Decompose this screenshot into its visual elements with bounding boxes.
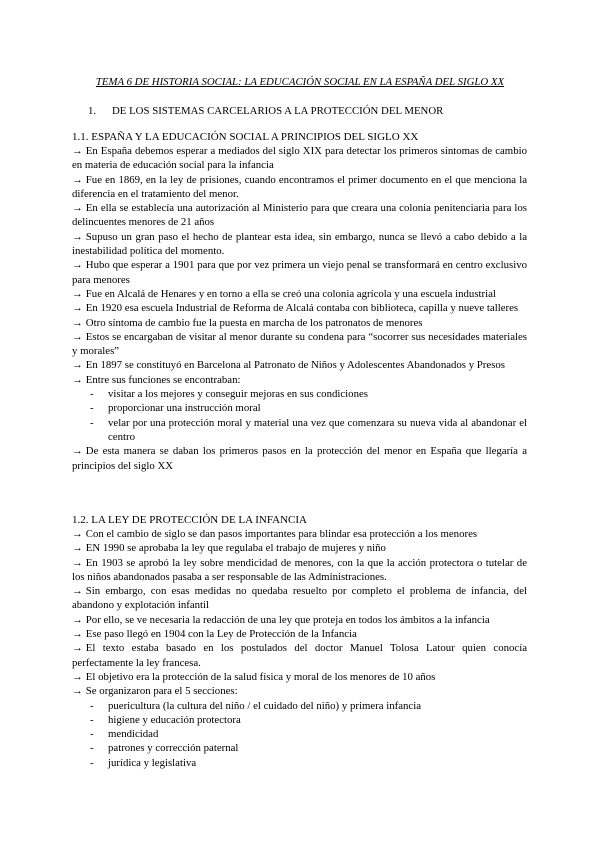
paragraph — [72, 173, 527, 202]
arrow-icon: → — [72, 556, 83, 569]
paragraph-text: Se organizaron para el 5 secciones: — [85, 685, 238, 698]
paragraph-text: Hubo que esperar a 1901 para que por vez primera un viejo penal se transformará en centro exclusivo para menores — [72, 259, 527, 286]
dash-bullet: - — [90, 756, 94, 769]
section-1-2 — [72, 514, 527, 770]
paragraph — [72, 330, 527, 359]
paragraph-text: Por ello, se ve necesaria la redacción de una ley que proteja en todos los ámbitos a la infancia — [85, 613, 490, 626]
paragraph-text: En 1897 se constituyó en Barcelona al Patronato de Niños y Adolescentes Abandonados y Presos — [85, 359, 505, 372]
paragraph-text: Otro síntoma de cambio fue la puesta en marcha de los patronatos de menores — [85, 316, 423, 329]
list-item — [72, 387, 527, 401]
arrow-icon: → — [72, 542, 83, 555]
paragraph — [72, 230, 527, 259]
arrow-icon: → — [72, 173, 83, 186]
arrow-icon: → — [72, 642, 83, 655]
paragraph-text: Fue en Alcalá de Henares y en torno a ella se creó una colonia agrícola y una escuela industrial — [85, 287, 496, 300]
list-item-text: higiene y educación protectora — [108, 713, 241, 726]
list-item-text: proporcionar una instrucción moral — [108, 402, 261, 415]
list-item — [72, 727, 527, 741]
list-item-text: velar por una protección moral y material una vez que comenzara su nueva vida al abandonar el centro — [108, 416, 527, 443]
list-item — [72, 741, 527, 755]
paragraph — [72, 444, 527, 473]
section-heading: 1.2. LA LEY DE PROTECCIÓN DE LA INFANCIA — [72, 514, 307, 526]
arrow-icon: → — [72, 528, 83, 540]
paragraph — [72, 627, 527, 641]
arrow-icon: → — [72, 585, 83, 598]
paragraph — [72, 316, 527, 330]
paragraph-text: En 1903 se aprobó la ley sobre mendicidad de menores, con la que la acción protectora o tutelar de los niños abandonados pasaba a ser responsable de las Administraciones. — [72, 556, 527, 583]
heading-1-number: 1. — [88, 105, 97, 117]
paragraph-text: Supuso un gran paso el hecho de plantear esta idea, sin embargo, nunca se llevó a cabo debido a la inestabilidad política del momento. — [72, 230, 527, 258]
paragraph — [72, 287, 527, 301]
paragraph — [72, 301, 527, 315]
paragraph-text: Sin embargo, con esas medidas no quedaba resuelto por completo el problema de infancia, del abandono y explotación infantil — [72, 585, 527, 612]
paragraph-text: Fue en 1869, en la ley de prisiones, cuando encontramos el primer documento en el que menciona la diferencia en el tratamiento del menor. — [72, 173, 527, 200]
paragraph — [72, 201, 527, 230]
dash-bullet: - — [90, 713, 94, 726]
heading-1 — [88, 104, 443, 118]
arrow-icon: → — [72, 230, 83, 243]
arrow-icon: → — [72, 145, 83, 157]
paragraph — [72, 641, 527, 670]
dash-bullet: - — [90, 402, 94, 415]
list-item — [72, 416, 527, 445]
heading-1-text: DE LOS SISTEMAS CARCELARIOS A LA PROTECCIÓN DEL MENOR — [112, 105, 444, 117]
section-heading: 1.1. ESPAÑA Y LA EDUCACIÓN SOCIAL A PRINCIPIOS DEL SIGLO XX — [72, 131, 419, 143]
list-item — [72, 401, 527, 415]
arrow-icon: → — [72, 359, 83, 372]
list-item — [72, 699, 527, 713]
dash-bullet: - — [90, 416, 94, 429]
dash-bullet: - — [90, 388, 94, 401]
paragraph-text: El objetivo era la protección de la salud física y moral de los menores de 10 años — [85, 670, 436, 683]
paragraph-text: Entre sus funciones se encontraban: — [85, 373, 241, 386]
paragraph — [72, 556, 527, 585]
bullet-list — [72, 387, 527, 444]
arrow-icon: → — [72, 316, 83, 329]
arrow-icon: → — [72, 287, 83, 300]
paragraph-text: EN 1990 se aprobaba la ley que regulaba el trabajo de mujeres y niño — [85, 542, 386, 555]
paragraph-text: De esta manera se daban los primeros pasos en la protección del menor en España que llegaría a principios del siglo XX — [72, 445, 527, 472]
dash-bullet: - — [90, 728, 94, 741]
arrow-icon: → — [72, 202, 83, 215]
list-item-text: jurídica y legislativa — [108, 756, 197, 769]
arrow-icon: → — [72, 628, 83, 641]
paragraph — [72, 144, 527, 173]
paragraph — [72, 358, 527, 372]
bullet-list — [72, 699, 527, 770]
paragraph-text: En ella se establecía una autorización al Ministerio para que creara una colonia penitenciaria para los delincuentes menores de 21 años — [72, 202, 527, 229]
list-item-text: mendicidad — [108, 728, 159, 741]
paragraph — [72, 613, 527, 627]
arrow-icon: → — [72, 259, 83, 272]
arrow-icon: → — [72, 373, 83, 386]
paragraph — [72, 541, 527, 555]
document-title: TEMA 6 DE HISTORIA SOCIAL: LA EDUCACIÓN SOCIAL EN LA ESPAÑA DEL SIGLO XX — [95, 76, 505, 88]
paragraph — [72, 684, 527, 698]
arrow-icon: → — [72, 330, 83, 343]
arrow-icon: → — [72, 685, 83, 698]
paragraph — [72, 584, 527, 613]
paragraph-text: Estos se encargaban de visitar al menor durante su condena para “socorrer sus necesidades materiales y morales” — [72, 330, 527, 358]
section-1-1 — [72, 131, 527, 473]
list-item-text: patrones y corrección paternal — [108, 742, 239, 755]
list-item — [72, 756, 527, 770]
paragraph-text: En 1920 esa escuela Industrial de Reforma de Alcalá contaba con biblioteca, capilla y nueve talleres — [85, 302, 519, 315]
list-item-text: visitar a los mejores y conseguir mejoras en sus condiciones — [108, 388, 368, 401]
list-item-text: puericultura (la cultura del niño / el cuidado del niño) y primera infancia — [108, 699, 421, 712]
paragraph-text: El texto estaba basado en los postulados del doctor Manuel Tolosa Latour quien conocía perfectamente la ley francesa. — [72, 642, 527, 669]
dash-bullet: - — [90, 699, 94, 712]
list-item — [72, 713, 527, 727]
arrow-icon: → — [72, 670, 83, 683]
paragraph — [72, 373, 527, 387]
paragraph — [72, 258, 527, 287]
paragraph — [72, 670, 527, 684]
paragraph — [72, 527, 527, 541]
paragraph-text: En España debemos esperar a mediados del siglo XIX para detectar los primeros síntomas de cambio en materia de educación social para la infancia — [72, 145, 527, 172]
arrow-icon: → — [72, 302, 83, 315]
arrow-icon: → — [72, 613, 83, 626]
arrow-icon: → — [72, 445, 83, 458]
dash-bullet: - — [90, 742, 94, 755]
paragraph-text: Ese paso llegó en 1904 con la Ley de Protección de la Infancia — [85, 628, 357, 641]
paragraph-text: Con el cambio de siglo se dan pasos importantes para blindar esa protección a los menores — [85, 528, 478, 540]
